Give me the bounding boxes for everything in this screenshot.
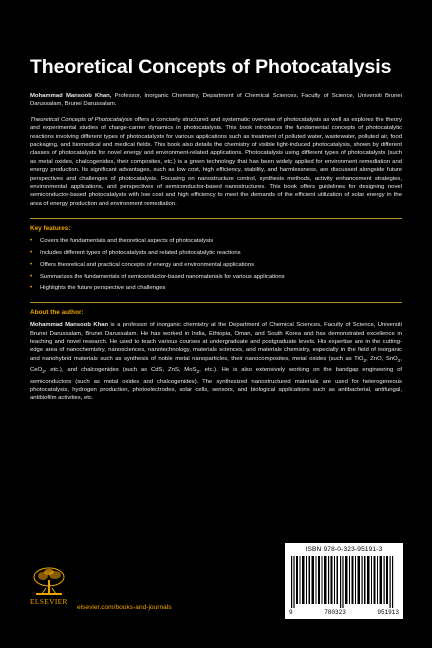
author-affiliation <box>30 92 402 109</box>
subscript: 2 <box>363 358 367 364</box>
feature-text: Offers theoretical and practical concepts of energy and environmental applications <box>40 261 255 268</box>
bullet-icon: • <box>30 237 33 245</box>
elsevier-tree-icon <box>30 566 68 596</box>
publisher-url[interactable]: elsevier.com/books-and-journals <box>77 604 172 611</box>
bullet-icon: • <box>30 249 33 257</box>
subscript: 2 <box>42 370 45 376</box>
list-item <box>30 249 402 257</box>
isbn-barcode <box>285 543 403 619</box>
isbn-digits <box>289 609 399 616</box>
description-text: offers a concisely structured and systematic overview of photocatalysis as well as explores the theory and experimental studies of charge-carrier dynamics in photocatalysis. This book introduces the fundamental concepts of photocatalytic reactions involving different types of photocatalysts for various applications such as treatment of polluted water, wastewater, polluted air, food packaging, and biomedical and medical fields. This book also details the chemistry of visible light-induced photocatalysis, shown by different classes of photocatalysts for novel energy and environment-related applications. Photocatalysis using different types of photocatalysts (such as metal oxides, chalcogenides, their composites, etc.) is a green technology that has been widely applied for environment remediation and energy production. Its significant advantages, such as low cost, high efficiency, stability, and harmlessness, are discussed alongside future perspectives and challenges of photocatalysis. Focusing on nanostructure control, synthesis methods, activity enhancement strategies, environmental applications, and perspectives of semiconductor-based nanostructures. This book offers guidelines for designing novel semiconductor-based photocatalysts with low cost and high efficiency to meet the demands of the efficient utilization of solar energy in the area of energy production and environment remediation. <box>30 116 402 207</box>
author-affiliation-text: Professor, Inorganic Chemistry, Department of Chemical Sciences, Faculty of Science, Universiti Brunei Darussalam, Brunei Darussalam. <box>30 93 403 108</box>
isbn-digit-group: 9 <box>289 609 293 616</box>
about-text-part: , ZnO, SnO <box>366 355 398 362</box>
subscript: 2 <box>397 358 401 364</box>
about-author-heading: About the author: <box>30 309 84 317</box>
elsevier-logo <box>30 566 68 606</box>
publisher-name: ELSEVIER <box>30 597 68 606</box>
about-text-part: is a professor of inorganic chemistry at the Department of Chemical Sciences, Faculty of Science, Universiti Brunei Darussalam, Brunei Darussalam. He has worked in India, Ethiopia, Oman, and South Korea and has demonstrated excellence in teaching and novel research. He used to teach various courses at undergraduate and postgraduate levels. His expertise are in the cutting-edge area of nanochemistry, nanosciences, nanotechnology, materials sciences, and materials chemistry, especially in the field of inorganic and nanohybrid materials such as synthesis of noble metal nanoparticles, their nanocomposites, metal oxides (such as TiO <box>30 322 402 362</box>
feature-text: Includes different types of photocatalysts and related photocatalytic reactions <box>40 250 241 257</box>
isbn-digit-group: 780323 <box>324 609 346 616</box>
feature-text: Covers the fundamentals and theoretical aspects of photocatalysis <box>40 238 214 245</box>
book-description <box>30 116 402 208</box>
back-cover-content <box>30 56 402 402</box>
bullet-icon: • <box>30 260 33 268</box>
isbn-digit-group: 951913 <box>377 609 399 616</box>
bullet-icon: • <box>30 284 33 292</box>
subscript: 2 <box>196 370 200 376</box>
author-name: Mohammad Mansoob Khan, <box>30 93 112 99</box>
about-text-part: , CeO <box>30 355 402 374</box>
description-title: Theoretical Concepts of Photocatalysis <box>30 116 133 123</box>
about-author-text <box>30 321 402 402</box>
list-item <box>30 237 402 245</box>
divider <box>30 218 402 219</box>
about-text-part: , etc.), and chalcogenides (such as CdS, ZnS, MoS <box>44 367 197 374</box>
divider <box>30 302 402 303</box>
about-text-part: , etc.). He is also extensively working on the bandgap engineering of semiconductors (such as metal oxides and chalcogenides). The synthesized nanostructured materials are used for heterogeneous photocatalysis, hydrogen production, photoelectrodes, solar cells, sensors, and biological applications such as antibacterial, antifungal, antibiofilm activities, etc. <box>30 367 402 402</box>
list-item <box>30 273 402 281</box>
barcode-icon <box>291 556 397 608</box>
book-title: Theoretical Concepts of Photocatalysis <box>30 56 392 78</box>
feature-text: Summarizes the fundamentals of semiconductor-based nanomaterials for various applications <box>40 273 285 280</box>
bullet-icon: • <box>30 272 33 280</box>
feature-text: Highlights the future perspective and challenges <box>40 285 166 292</box>
about-author-name: Mohammad Mansoob Khan <box>30 322 109 329</box>
list-item <box>30 261 402 269</box>
key-features-list <box>30 237 402 292</box>
list-item <box>30 284 402 292</box>
key-features-heading: Key features: <box>30 225 71 233</box>
isbn-label: ISBN 978-0-323-95191-3 <box>305 546 383 553</box>
